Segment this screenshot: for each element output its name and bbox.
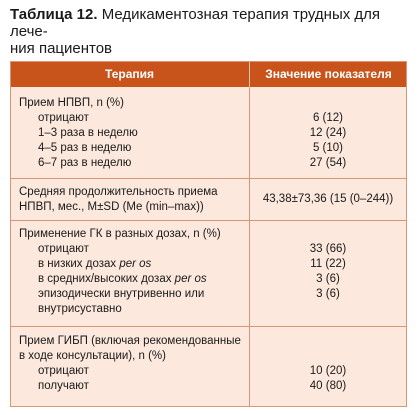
gc-row-label-line-2: внутрисуставно	[38, 303, 122, 315]
duration-value: 43,38±73,36 (15 (0–244))	[262, 193, 394, 205]
gc-row-label	[38, 257, 151, 272]
gc-row-value: 33 (66)	[309, 243, 347, 255]
header-value: Значение показателя	[265, 67, 392, 81]
table-caption	[10, 6, 410, 57]
gc-row-label: отрицают	[38, 243, 89, 255]
nsaid-row-label: отрицают	[38, 112, 89, 124]
caption-line-1	[10, 6, 410, 40]
nsaid-row-value: 12 (24)	[309, 127, 347, 139]
section-divider	[11, 178, 406, 179]
header-therapy: Терапия	[104, 67, 155, 81]
gc-row-label-text: в низких дозах	[38, 258, 120, 270]
caption-label: Таблица 12.	[10, 6, 98, 23]
duration-title-line-1: Средняя продолжительность приема	[19, 186, 218, 198]
table-header	[11, 62, 406, 87]
gc-row-label	[38, 272, 207, 287]
gc-row-value: 3 (6)	[316, 273, 340, 285]
nsaid-row-value: 27 (54)	[309, 157, 347, 169]
caption-line-2: ния пациентов	[10, 40, 113, 57]
gibp-row-value: 10 (20)	[309, 365, 347, 377]
nsaid-row-value: 5 (10)	[312, 142, 344, 154]
gc-row-value: 3 (6)	[316, 288, 340, 300]
gibp-row-value: 40 (80)	[309, 380, 347, 392]
nsaid-row-value: 6 (12)	[312, 112, 344, 124]
caption-title-part1: Медикаментозная терапия трудных для лече-	[10, 6, 381, 40]
gc-row-label-route: per os	[119, 258, 152, 270]
gibp-title-line-1: Прием ГИБП (включая рекомендованные	[19, 335, 241, 347]
gibp-row-label: отрицают	[38, 365, 89, 377]
therapy-table	[10, 61, 407, 407]
header-divider	[249, 62, 250, 87]
section-divider	[11, 326, 406, 327]
gc-row-label-text: в средних/высоких дозах	[38, 273, 175, 285]
nsaid-title: Прием НПВП, n (%)	[19, 97, 124, 109]
gc-row-label-line-1: эпизодически внутривенно или	[38, 288, 205, 300]
nsaid-row-label: 6–7 раз в неделю	[38, 157, 132, 169]
gc-row-value: 11 (22)	[310, 258, 346, 270]
gc-row-label-route: per os	[174, 273, 207, 285]
nsaid-row-label: 1–3 раза в неделю	[38, 127, 138, 139]
nsaid-row-label: 4–5 раз в неделю	[38, 142, 132, 154]
gc-title: Применение ГК в разных дозах, n (%)	[19, 228, 221, 240]
duration-title-line-2: НПВП, мес., M±SD (Me (min–max))	[19, 201, 204, 213]
gibp-row-label: получают	[38, 380, 89, 392]
gibp-title-line-2: в ходе консультации), n (%)	[19, 350, 166, 362]
section-divider	[11, 220, 406, 221]
